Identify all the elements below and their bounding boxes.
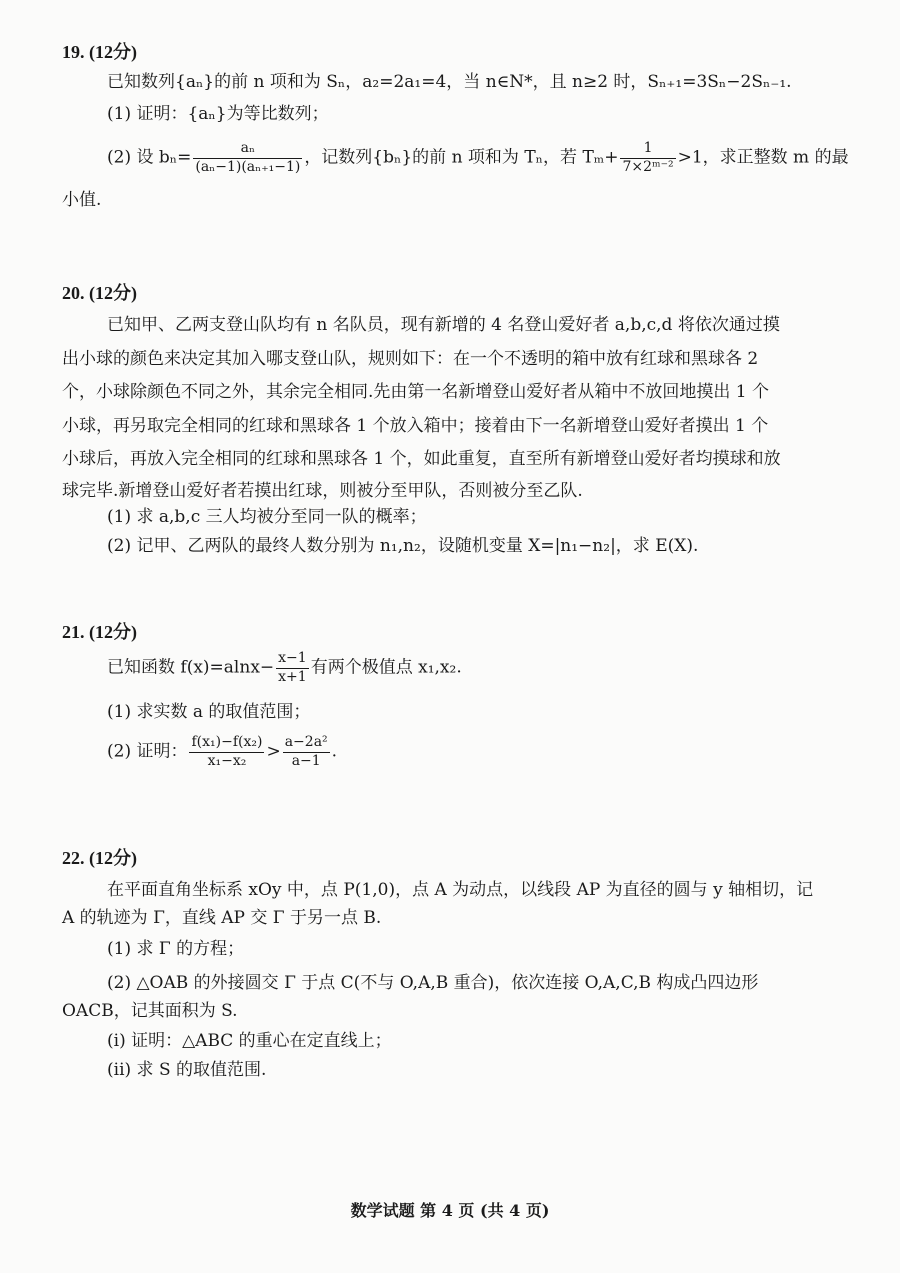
q22-part2: (2) △OAB 的外接圆交 Γ 于点 C(不与 O,A,B 重合)，依次连接 O,A,C,B 构成凸四边形: [107, 973, 759, 993]
page-footer: 数学试题 第 4 页 (共 4 页): [350, 1201, 550, 1220]
q22-part2-ii: (ii) 求 S 的取值范围.: [107, 1060, 267, 1080]
q22-part1: (1) 求 Γ 的方程；: [107, 939, 245, 959]
q21-lhs-numerator: f(x₁)−f(x₂): [189, 734, 264, 753]
q19-bn-denominator: (aₙ−1)(aₙ₊₁−1): [195, 158, 301, 175]
q19-part2-continued: 小值.: [62, 190, 102, 210]
q21-rhs-denominator: a−1: [291, 752, 321, 769]
q19-part2-text-a: (2) 设 bₙ=: [107, 147, 192, 168]
q21-stem-denominator: x+1: [278, 668, 307, 685]
q21-lhs-fraction: [189, 734, 264, 770]
q21-part2-end: .: [331, 741, 338, 762]
q19-part2-text-c: >1，求正整数 m 的最: [677, 147, 849, 168]
q21-part1: (1) 求实数 a 的取值范围；: [107, 702, 311, 722]
q19-bn-fraction: [193, 140, 302, 176]
q19-part1: (1) 证明：{aₙ}为等比数列；: [107, 104, 329, 124]
q20-stem-line-6: 球完毕.新增登山爱好者若摸出红球，则被分至甲队，否则被分至乙队.: [62, 481, 583, 501]
q21-lhs-denominator: x₁−x₂: [207, 752, 247, 769]
q21-part2-text-a: (2) 证明：: [107, 741, 188, 762]
q22-part2-i: (i) 证明：△ABC 的重心在定直线上；: [107, 1031, 392, 1051]
q21-heading: 21. (12分): [62, 622, 137, 642]
q22-heading: 22. (12分): [62, 848, 137, 868]
q22-stem-line-1: 在平面直角坐标系 xOy 中，点 P(1,0)，点 A 为动点，以线段 AP 为直径的圆与 y 轴相切，记: [107, 880, 814, 900]
q19-tm-numerator: 1: [620, 140, 675, 159]
q20-stem-line-4: 小球，再另取完全相同的红球和黑球各 1 个放入箱中；接着由下一名新增登山爱好者摸出 1 个: [62, 416, 769, 436]
q19-part2-text-b: ，记数列{bₙ}的前 n 项和为 Tₙ，若 Tₘ+: [304, 147, 619, 168]
q22-part2-continued: OACB，记其面积为 S.: [62, 1001, 238, 1021]
q20-stem-line-5: 小球后，再放入完全相同的红球和黑球各 1 个，如此重复，直至所有新增登山爱好者均摸球和放: [62, 449, 781, 469]
q19-part2: [107, 140, 849, 176]
q21-stem-text-b: 有两个极值点 x₁,x₂.: [310, 657, 462, 678]
q20-part2: (2) 记甲、乙两队的最终人数分别为 n₁,n₂，设随机变量 X=|n₁−n₂|，求 E(X).: [107, 536, 699, 556]
q21-part2: [107, 734, 337, 770]
q21-rhs-fraction: [283, 734, 330, 770]
q20-stem-line-3: 个，小球除颜色不同之外，其余完全相同.先由第一名新增登山爱好者从箱中不放回地摸出 1 个: [62, 382, 770, 402]
q21-stem-numerator: x−1: [276, 650, 309, 669]
q19-heading: 19. (12分): [62, 42, 137, 62]
q20-stem-line-1: 已知甲、乙两支登山队均有 n 名队员，现有新增的 4 名登山爱好者 a,b,c,d 将依次通过摸: [107, 315, 780, 335]
q21-stem-fraction: [276, 650, 309, 686]
q21-rhs-numerator: a−2a²: [283, 734, 330, 753]
q19-tm-denominator: 7×2ᵐ⁻²: [622, 158, 674, 175]
q20-heading: 20. (12分): [62, 283, 137, 303]
q20-part1: (1) 求 a,b,c 三人均被分至同一队的概率；: [107, 507, 427, 527]
q19-stem: 已知数列{aₙ}的前 n 项和为 Sₙ，a₂=2a₁=4，当 n∈N*，且 n≥2 时，Sₙ₊₁=3Sₙ−2Sₙ₋₁.: [107, 72, 792, 92]
q20-stem-line-2: 出小球的颜色来决定其加入哪支登山队，规则如下：在一个不透明的箱中放有红球和黑球各 2: [62, 349, 759, 369]
q22-stem-line-2: A 的轨迹为 Γ，直线 AP 交 Γ 于另一点 B.: [62, 908, 382, 928]
q19-tm-fraction: [620, 140, 675, 176]
q21-stem: [107, 650, 462, 686]
q21-greater-than: >: [266, 741, 281, 762]
q19-bn-numerator: aₙ: [193, 140, 302, 159]
q21-stem-text-a: 已知函数 f(x)=alnx−: [107, 657, 275, 678]
